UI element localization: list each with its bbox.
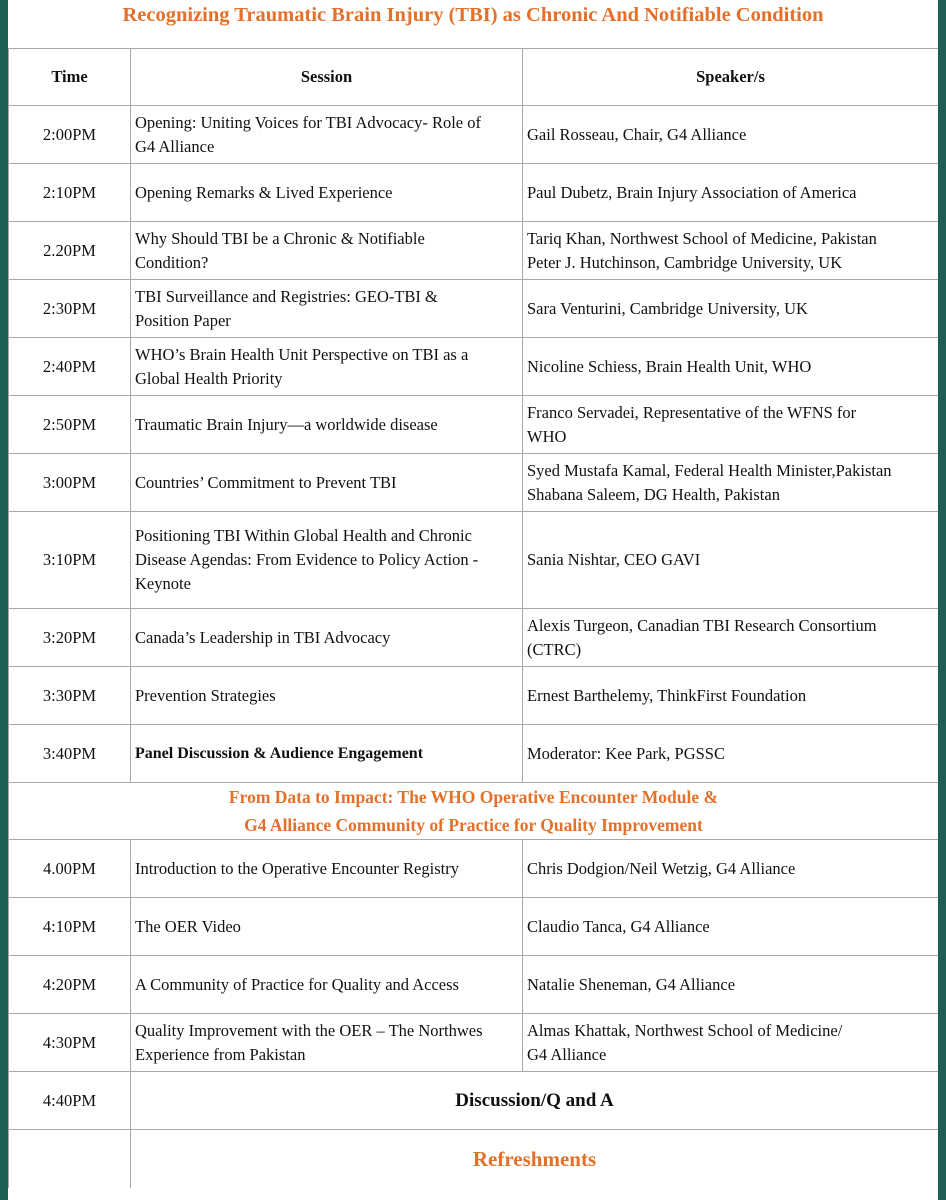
session-time: 3:30PM [9,667,131,725]
session-title [131,164,523,222]
session-time: 3:20PM [9,609,131,667]
session-title [131,222,523,280]
session-title-line: Quality Improvement with the OER – The Northwes [135,1020,483,1040]
speaker-line: Tariq Khan, Northwest School of Medicine, Pakistan [527,228,877,248]
session-title-line: Introduction to the Operative Encounter Registry [135,858,459,878]
speaker-line: Alexis Turgeon, Canadian TBI Research Consortium [527,615,877,635]
session-title-line: Opening: Uniting Voices for TBI Advocacy- Role of [135,112,481,132]
discussion-row [9,1072,939,1130]
session-title-line: Global Health Priority [135,368,283,388]
banner-line: From Data to Impact: The WHO Operative Encounter Module & [228,787,719,807]
schedule-row [9,840,939,898]
session-speakers [523,667,939,725]
speaker-line: Sara Venturini, Cambridge University, UK [527,298,808,318]
schedule-row [9,609,939,667]
session-speakers [523,338,939,396]
section-banner [9,783,939,840]
header-speakers: Speaker/s [523,49,939,106]
session-speakers [523,222,939,280]
session-time: 3:40PM [9,725,131,783]
session-time: 2:00PM [9,106,131,164]
session-time: 4:20PM [9,956,131,1014]
session-speakers [523,956,939,1014]
session-title-line: The OER Video [135,916,241,936]
session-speakers [523,280,939,338]
schedule-row [9,164,939,222]
session-speakers [523,609,939,667]
discussion-time: 4:40PM [9,1072,131,1130]
session-title-line: G4 Alliance [135,136,215,156]
session-title [131,512,523,609]
schedule-row [9,898,939,956]
speaker-line: Peter J. Hutchinson, Cambridge University, UK [527,252,843,272]
session-title-line: Panel Discussion & Audience Engagement [135,744,424,762]
schedule-row [9,106,939,164]
session-title-line: Position Paper [135,310,231,330]
speaker-line: Nicoline Schiess, Brain Health Unit, WHO [527,356,812,376]
speaker-line: Franco Servadei, Representative of the WFNS for [527,402,857,422]
session-title [131,1014,523,1072]
session-title [131,956,523,1014]
session-title [131,667,523,725]
session-title [131,454,523,512]
speaker-line: Sania Nishtar, CEO GAVI [527,550,701,569]
session-time: 3:00PM [9,454,131,512]
session-title-line: A Community of Practice for Quality and Access [135,974,459,994]
session-title-line: Canada’s Leadership in TBI Advocacy [135,627,391,647]
session-title-line: Traumatic Brain Injury—a worldwide disease [135,414,438,434]
session-time: 2:30PM [9,280,131,338]
session-title [131,106,523,164]
speaker-line: Claudio Tanca, G4 Alliance [527,916,710,936]
session-title [131,396,523,454]
session-speakers [523,164,939,222]
session-title-line: Prevention Strategies [135,685,276,705]
speaker-line: Paul Dubetz, Brain Injury Association of America [527,182,857,202]
schedule-row [9,396,939,454]
schedule-row [9,280,939,338]
schedule-row [9,454,939,512]
session-title [131,609,523,667]
header-time: Time [9,49,131,106]
session-time: 3:10PM [9,512,131,609]
session-speakers [523,454,939,512]
speaker-line: Natalie Sheneman, G4 Alliance [527,974,736,994]
session-speakers [523,725,939,783]
session-time: 2:50PM [9,396,131,454]
session-title [131,338,523,396]
schedule-row [9,1014,939,1072]
header-row [9,49,939,106]
speaker-line: Moderator: Kee Park, PGSSC [527,743,725,763]
speaker-line: WHO [527,426,567,446]
session-speakers [523,396,939,454]
session-time: 4.00PM [9,840,131,898]
speaker-line: G4 Alliance [527,1044,607,1064]
session-title-line: Keynote [135,574,191,593]
session-title-line: TBI Surveillance and Registries: GEO-TBI & [135,286,438,306]
session-time: 4:30PM [9,1014,131,1072]
session-speakers [523,840,939,898]
speaker-line: Syed Mustafa Kamal, Federal Health Minister,Pakistan [527,460,892,480]
session-speakers [523,106,939,164]
schedule-row [9,512,939,609]
speaker-line: Chris Dodgion/Neil Wetzig, G4 Alliance [527,858,796,878]
refreshments-row [9,1130,939,1188]
speaker-line: Almas Khattak, Northwest School of Medicine/ [527,1020,843,1040]
schedule-row [9,338,939,396]
speaker-line: Gail Rosseau, Chair, G4 Alliance [527,124,747,144]
speaker-line: (CTRC) [527,639,582,659]
session-time: 2:40PM [9,338,131,396]
schedule-row [9,725,939,783]
speaker-line: Shabana Saleem, DG Health, Pakistan [527,484,780,504]
session-title [131,898,523,956]
session-title [131,280,523,338]
session-title-line: Countries’ Commitment to Prevent TBI [135,472,397,492]
session-title-line: WHO’s Brain Health Unit Perspective on TBI as a [135,344,469,364]
session-title [131,840,523,898]
session-speakers [523,1014,939,1072]
discussion-label: Discussion/Q and A [131,1072,939,1130]
session-title-line: Disease Agendas: From Evidence to Policy Action - [135,550,479,569]
header-session: Session [131,49,523,106]
speaker-line: Ernest Barthelemy, ThinkFirst Foundation [527,685,807,705]
section-banner-row [9,783,939,840]
session-title-line: Why Should TBI be a Chronic & Notifiable [135,228,425,248]
session-title-line: Opening Remarks & Lived Experience [135,182,393,202]
agenda-title: Recognizing Traumatic Brain Injury (TBI) as Chronic And Notifiable Condition [122,4,824,26]
session-speakers [523,512,939,609]
session-speakers [523,898,939,956]
session-title-line: Positioning TBI Within Global Health and Chronic [135,526,472,545]
session-time: 4:10PM [9,898,131,956]
agenda-table [8,48,938,1188]
schedule-row [9,222,939,280]
session-time: 2.20PM [9,222,131,280]
banner-line: G4 Alliance Community of Practice for Quality Improvement [244,815,703,835]
agenda-page [8,0,938,1200]
session-title-line: Condition? [135,252,209,272]
session-title [131,725,523,783]
session-title-line: Experience from Pakistan [135,1044,306,1064]
refreshments-time-cell [9,1130,131,1188]
session-time: 2:10PM [9,164,131,222]
refreshments-label: Refreshments [131,1130,939,1188]
schedule-row [9,667,939,725]
schedule-row [9,956,939,1014]
